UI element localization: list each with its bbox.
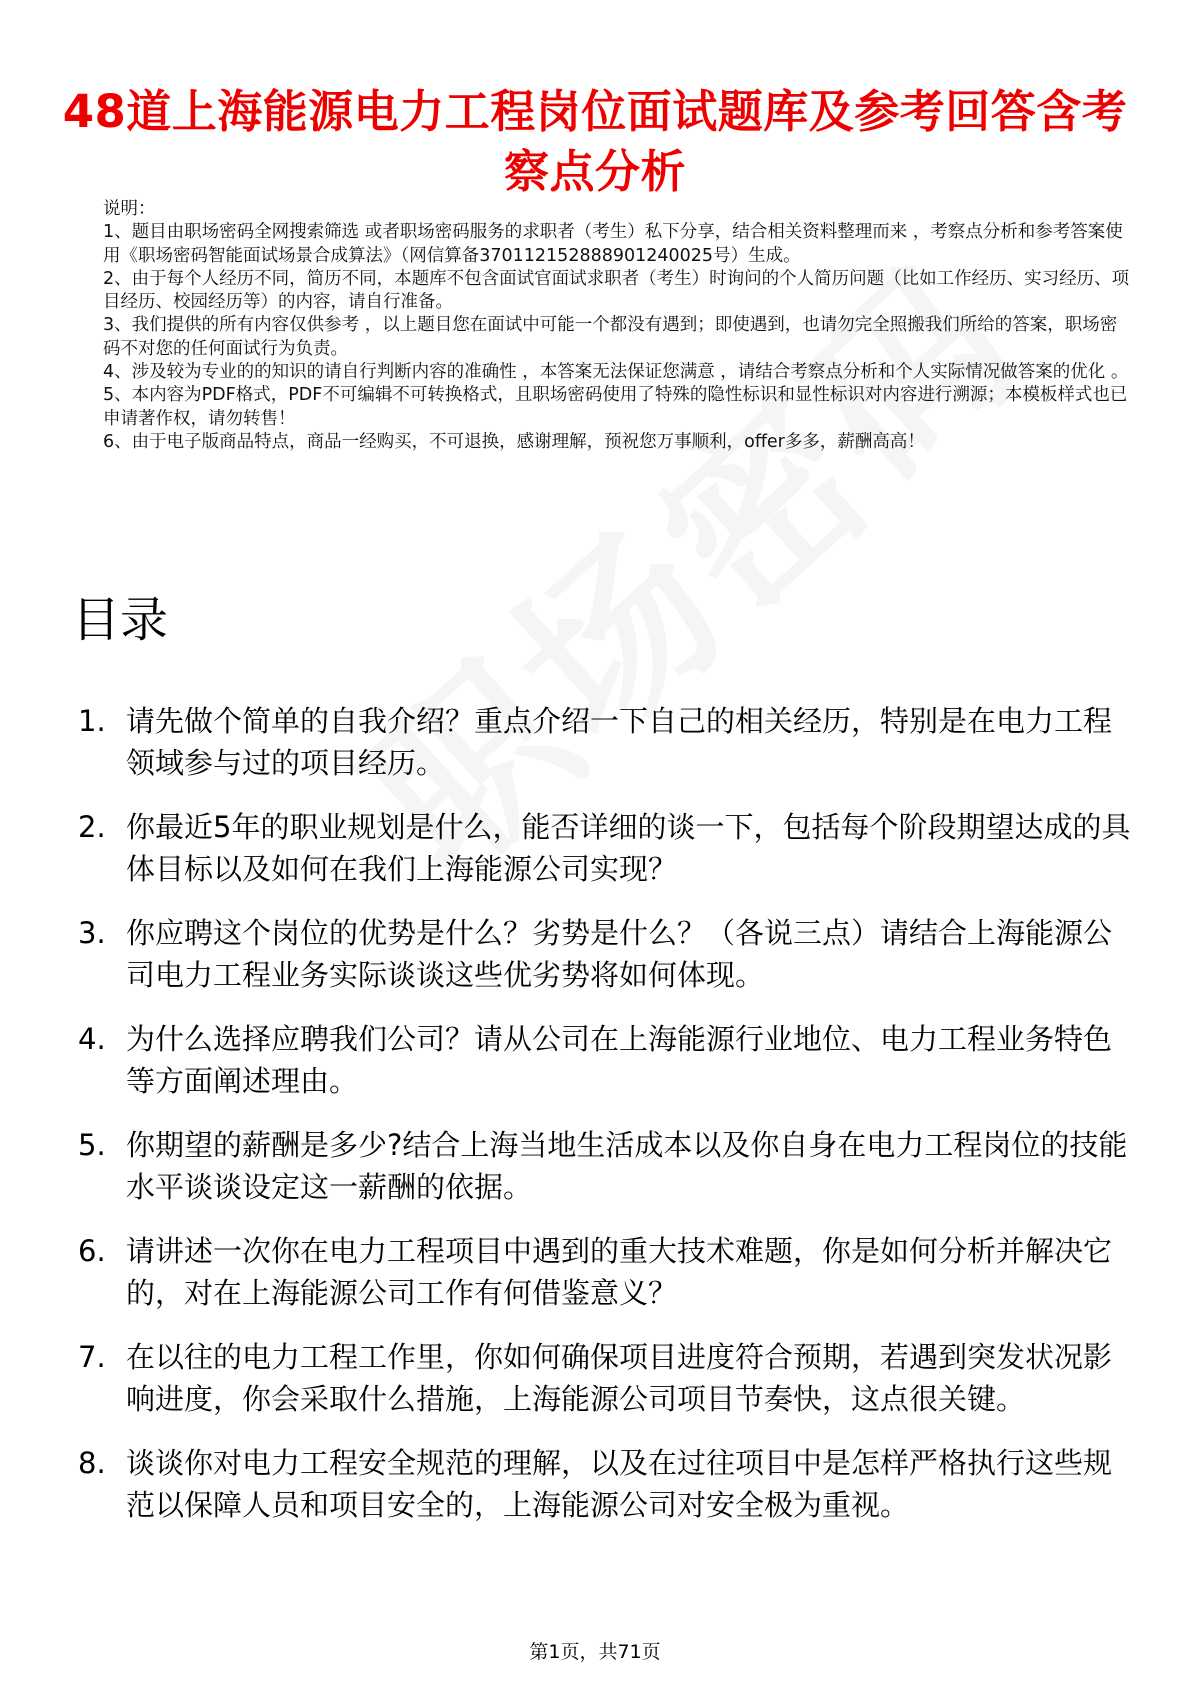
toc-item-number: 8. [78, 1446, 106, 1480]
toc-item[interactable] [78, 1018, 1138, 1102]
toc-item-text: 你应聘这个岗位的优势是什么？劣势是什么？（各说三点）请结合上海能源公司电力工程业务实际谈谈这些优劣势将如何体现。 [126, 916, 1113, 992]
toc-heading: 目录 [72, 592, 169, 648]
toc-item-text: 在以往的电力工程工作里，你如何确保项目进度符合预期，若遇到突发状况影响进度，你会采取什么措施，上海能源公司项目节奏快，这点很关键。 [126, 1340, 1113, 1416]
toc-item-text: 请讲述一次你在电力工程项目中遇到的重大技术难题，你是如何分析并解决它的，对在上海能源公司工作有何借鉴意义？ [126, 1234, 1113, 1310]
toc-item-number: 6. [78, 1234, 106, 1268]
toc-item-number: 4. [78, 1022, 106, 1056]
toc-item[interactable] [78, 1230, 1138, 1314]
toc-item[interactable] [78, 1442, 1138, 1526]
note-item: 4、涉及较为专业的的知识的请自行判断内容的准确性 ，本答案无法保证您满意 ，请结合考察点分析和个人实际情况做答案的优化 。 [103, 362, 1129, 383]
note-item: 5、本内容为PDF格式，PDF不可编辑不可转换格式，且职场密码使用了特殊的隐性标识和显性标识对内容进行溯源；本模板样式也已申请著作权，请勿转售！ [103, 385, 1128, 429]
toc-item[interactable] [78, 1124, 1138, 1208]
table-of-contents [78, 700, 1138, 1548]
toc-item[interactable] [78, 806, 1138, 890]
toc-item[interactable] [78, 700, 1138, 784]
notes-heading: 说明： [103, 199, 156, 219]
document-title: 48道上海能源电力工程岗位面试题库及参考回答含考察点分析 [62, 85, 1128, 199]
toc-item-number: 5. [78, 1128, 106, 1162]
toc-item[interactable] [78, 912, 1138, 996]
toc-item-text: 为什么选择应聘我们公司？请从公司在上海能源行业地位、电力工程业务特色等方面阐述理由。 [126, 1022, 1113, 1098]
toc-item-number: 7. [78, 1340, 106, 1374]
toc-item-number: 2. [78, 810, 106, 844]
notes-section [103, 198, 1133, 454]
toc-item-text: 请先做个简单的自我介绍？重点介绍一下自己的相关经历，特别是在电力工程领域参与过的项目经历。 [126, 704, 1113, 780]
page-footer: 第1页，共71页 [529, 1641, 661, 1663]
toc-item-number: 1. [78, 704, 106, 738]
note-item: 6、由于电子版商品特点，商品一经购买，不可退换，感谢理解，预祝您万事顺利，offer多多，薪酬高高！ [103, 431, 925, 452]
note-item: 1、题目由职场密码全网搜索筛选 或者职场密码服务的求职者（考生）私下分享，结合相关资料整理而来 ，考察点分析和参考答案使用《职场密码智能面试场景合成算法》（网信算备370112152888901240025号）生成。 [103, 222, 1123, 266]
toc-item-text: 谈谈你对电力工程安全规范的理解，以及在过往项目中是怎样严格执行这些规范以保障人员和项目安全的，上海能源公司对安全极为重视。 [126, 1446, 1113, 1522]
toc-item-number: 3. [78, 916, 106, 950]
toc-item[interactable] [78, 1336, 1138, 1420]
note-item: 2、由于每个人经历不同，简历不同，本题库不包含面试官面试求职者（考生）时询问的个人简历问题（比如工作经历、实习经历、项目经历、校园经历等）的内容，请自行准备。 [103, 268, 1130, 313]
toc-item-text: 你期望的薪酬是多少?结合上海当地生活成本以及你自身在电力工程岗位的技能水平谈谈设定这一薪酬的依据。 [126, 1128, 1128, 1204]
note-item: 3、我们提供的所有内容仅供参考 ，以上题目您在面试中可能一个都没有遇到；即使遇到，也请勿完全照搬我们所给的答案，职场密码不对您的任何面试行为负责。 [103, 315, 1118, 359]
toc-item-text: 你最近5年的职业规划是什么，能否详细的谈一下，包括每个阶段期望达成的具体目标以及如何在我们上海能源公司实现？ [126, 810, 1131, 886]
